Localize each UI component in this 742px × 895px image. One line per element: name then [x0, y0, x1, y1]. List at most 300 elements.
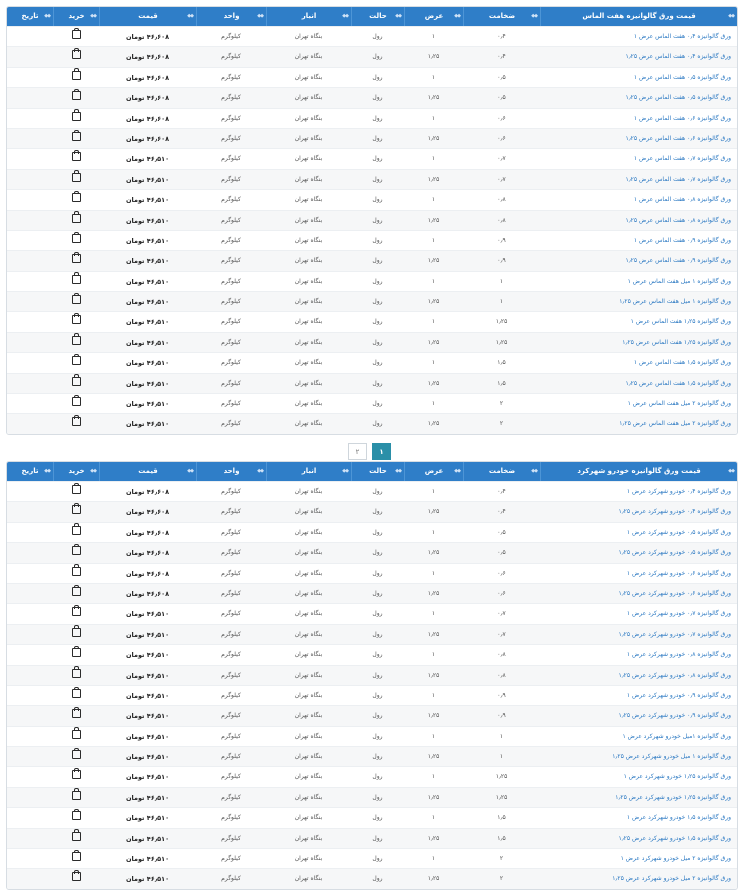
width-cell: ۱ — [431, 528, 436, 536]
price-cell: ۴۶٫۵۱۰ تومان — [125, 257, 170, 266]
product-link[interactable]: ورق گالوانیزه ۲ میل خودرو شهرکرد عرض ۱ — [620, 855, 731, 863]
product-link[interactable]: ورق گالوانیزه ۰٫۷ هفت الماس عرض ۱ — [633, 155, 731, 163]
table-body — [7, 26, 737, 434]
product-link[interactable]: ورق گالوانیزه ۰٫۹ خودرو شهرکرد عرض ۱ — [626, 691, 731, 699]
table-row — [7, 189, 737, 209]
shopping-bag-icon[interactable] — [72, 485, 81, 494]
thickness-cell: ۰٫۶ — [497, 569, 506, 577]
unit-cell: کیلوگرم — [221, 793, 241, 801]
price-cell: ۴۶٫۵۱۰ تومان — [125, 379, 170, 388]
buy-cell — [53, 849, 99, 868]
page-button-2[interactable]: ۲ — [348, 443, 367, 460]
unit-cell: کیلوگرم — [221, 155, 241, 163]
column-label: خرید — [68, 467, 85, 475]
sort-icon: ◆◆ — [187, 468, 193, 474]
state-cell: رول — [372, 114, 383, 122]
width-cell: ۱٫۲۵ — [427, 671, 440, 679]
shopping-bag-icon[interactable] — [72, 275, 81, 284]
column-label: واحد — [223, 467, 240, 475]
price-cell: ۴۶٫۶۰۸ تومان — [125, 488, 170, 496]
unit-cell: کیلوگرم — [221, 651, 241, 659]
date-cell — [7, 47, 53, 66]
table-row — [7, 726, 737, 746]
buy-cell — [53, 68, 99, 87]
thickness-cell: ۱ — [499, 753, 504, 761]
state-cell: رول — [372, 814, 383, 822]
buy-cell — [53, 604, 99, 623]
unit-cell: کیلوگرم — [221, 216, 241, 224]
date-cell — [7, 88, 53, 107]
shopping-bag-icon[interactable] — [72, 30, 81, 39]
product-link[interactable]: ورق گالوانیزه ۰٫۷ خودرو شهرکرد عرض ۱٫۲۵ — [618, 630, 731, 638]
thickness-cell: ۱٫۲۵ — [495, 338, 508, 346]
store-cell: بنگاه تهران — [294, 73, 323, 81]
state-cell: رول — [372, 318, 383, 326]
date-cell — [7, 604, 53, 623]
width-cell: ۱ — [431, 400, 436, 408]
column-label: ضخامت — [488, 467, 516, 475]
unit-cell: کیلوگرم — [221, 94, 241, 102]
buy-cell — [53, 272, 99, 291]
table-row — [7, 868, 737, 888]
sort-icon: ◆◆ — [395, 13, 401, 19]
price-cell: ۴۶٫۵۱۰ تومان — [125, 793, 170, 802]
product-link[interactable]: ورق گالوانیزه ۱ میل خودرو شهرکرد عرض ۱٫۲۵ — [612, 753, 731, 761]
sort-icon: ◆◆ — [257, 468, 263, 474]
buy-cell — [53, 523, 99, 542]
table-row — [7, 807, 737, 827]
table-row — [7, 705, 737, 725]
store-cell: بنگاه تهران — [294, 610, 323, 618]
table-title: قیمت ورق گالوانیزه خودرو شهرکرد — [577, 467, 701, 475]
width-cell: ۱ — [431, 651, 436, 659]
column-header-store[interactable] — [266, 7, 351, 26]
column-header-width[interactable] — [404, 462, 463, 481]
store-cell: بنگاه تهران — [294, 359, 323, 367]
product-link[interactable]: ورق گالوانیزه ۰٫۵ خودرو شهرکرد عرض ۱ — [626, 528, 731, 536]
shopping-bag-icon[interactable] — [72, 193, 81, 202]
column-header-unit[interactable] — [196, 462, 266, 481]
product-link[interactable]: ورق گالوانیزه ۱میل خودرو شهرکرد عرض ۱ — [622, 732, 731, 740]
shopping-bag-icon[interactable] — [72, 811, 81, 820]
column-header-buy[interactable] — [53, 7, 99, 26]
buy-cell — [53, 869, 99, 888]
thickness-cell: ۱٫۵ — [497, 359, 506, 367]
store-cell: بنگاه تهران — [294, 691, 323, 699]
product-link[interactable]: ورق گالوانیزه ۱٫۲۵ خودرو شهرکرد عرض ۱ — [623, 773, 731, 781]
price-cell: ۴۶٫۵۱۰ تومان — [125, 400, 170, 409]
shopping-bag-icon[interactable] — [72, 315, 81, 324]
price-cell: ۴۶٫۵۱۰ تومان — [125, 155, 170, 164]
pagination — [0, 443, 742, 461]
product-link[interactable]: ورق گالوانیزه ۱٫۵ خودرو شهرکرد عرض ۱ — [626, 814, 731, 822]
shopping-bag-icon[interactable] — [72, 770, 81, 779]
width-cell: ۱٫۲۵ — [427, 834, 440, 842]
buy-cell — [53, 747, 99, 766]
product-link[interactable]: ورق گالوانیزه ۰٫۵ خودرو شهرکرد عرض ۱٫۲۵ — [618, 549, 731, 557]
unit-cell: کیلوگرم — [221, 569, 241, 577]
sort-icon: ◆◆ — [90, 468, 96, 474]
product-link[interactable]: ورق گالوانیزه ۱٫۲۵ خودرو شهرکرد عرض ۱٫۲۵ — [615, 793, 731, 801]
shopping-bag-icon[interactable] — [72, 567, 81, 576]
store-cell: بنگاه تهران — [294, 855, 323, 863]
date-cell — [7, 706, 53, 725]
store-cell: بنگاه تهران — [294, 318, 323, 326]
width-cell: ۱٫۲۵ — [427, 420, 440, 428]
shopping-bag-icon[interactable] — [72, 526, 81, 535]
state-cell: رول — [372, 379, 383, 387]
thickness-cell: ۱٫۲۵ — [495, 773, 508, 781]
column-header-thickness[interactable] — [463, 7, 540, 26]
shopping-bag-icon[interactable] — [72, 791, 81, 800]
shopping-bag-icon[interactable] — [72, 91, 81, 100]
state-cell: رول — [372, 671, 383, 679]
width-cell: ۱ — [431, 732, 436, 740]
sort-icon: ◆◆ — [728, 13, 734, 19]
date-cell — [7, 394, 53, 413]
shopping-bag-icon[interactable] — [72, 648, 81, 657]
store-cell: بنگاه تهران — [294, 589, 323, 597]
store-cell: بنگاه تهران — [294, 298, 323, 306]
product-link[interactable]: ورق گالوانیزه ۰٫۵ هفت الماس عرض ۱٫۲۵ — [625, 94, 731, 102]
unit-cell: کیلوگرم — [221, 73, 241, 81]
product-link[interactable]: ورق گالوانیزه ۱ میل هفت الماس عرض ۱ — [627, 277, 731, 285]
store-cell: بنگاه تهران — [294, 400, 323, 408]
column-label: تاریخ — [21, 467, 39, 475]
date-cell — [7, 767, 53, 786]
unit-cell: کیلوگرم — [221, 630, 241, 638]
price-cell: ۴۶٫۶۰۸ تومان — [125, 114, 170, 123]
table-row — [7, 413, 737, 433]
width-cell: ۱٫۲۵ — [427, 630, 440, 638]
price-cell: ۴۶٫۶۰۸ تومان — [125, 569, 170, 578]
date-cell — [7, 272, 53, 291]
date-cell — [7, 523, 53, 542]
price-cell: ۴۶٫۶۰۸ تومان — [125, 508, 170, 517]
date-cell — [7, 869, 53, 888]
product-link[interactable]: ورق گالوانیزه ۰٫۴ خودرو شهرکرد عرض ۱٫۲۵ — [618, 508, 731, 516]
buy-cell — [53, 829, 99, 848]
date-cell — [7, 170, 53, 189]
column-label: خرید — [68, 12, 85, 20]
price-cell: ۴۶٫۵۱۰ تومان — [125, 610, 170, 619]
column-header-date[interactable] — [7, 462, 53, 481]
buy-cell — [53, 292, 99, 311]
store-cell: بنگاه تهران — [294, 508, 323, 516]
date-cell — [7, 747, 53, 766]
thickness-cell: ۰٫۹ — [497, 257, 506, 265]
shopping-bag-icon[interactable] — [72, 852, 81, 861]
store-cell: بنگاه تهران — [294, 671, 323, 679]
shopping-bag-icon[interactable] — [72, 832, 81, 841]
table-row — [7, 501, 737, 521]
column-header-width[interactable] — [404, 7, 463, 26]
shopping-bag-icon[interactable] — [72, 709, 81, 718]
unit-cell: کیلوگرم — [221, 834, 241, 842]
column-header-state[interactable] — [351, 462, 404, 481]
state-cell: رول — [372, 569, 383, 577]
state-cell: رول — [372, 420, 383, 428]
width-cell: ۱ — [431, 318, 436, 326]
product-link[interactable]: ورق گالوانیزه ۰٫۹ هفت الماس عرض ۱٫۲۵ — [625, 257, 731, 265]
width-cell: ۱٫۲۵ — [427, 134, 440, 142]
column-header-buy[interactable] — [53, 462, 99, 481]
shopping-bag-icon[interactable] — [72, 132, 81, 141]
unit-cell: کیلوگرم — [221, 712, 241, 720]
table-row — [7, 26, 737, 46]
unit-cell: کیلوگرم — [221, 236, 241, 244]
date-cell — [7, 374, 53, 393]
thickness-cell: ۱ — [499, 298, 504, 306]
shopping-bag-icon[interactable] — [72, 336, 81, 345]
product-link[interactable]: ورق گالوانیزه ۰٫۹ خودرو شهرکرد عرض ۱٫۲۵ — [618, 712, 731, 720]
shopping-bag-icon[interactable] — [72, 173, 81, 182]
thickness-cell: ۰٫۵ — [497, 549, 506, 557]
buy-cell — [53, 686, 99, 705]
unit-cell: کیلوگرم — [221, 298, 241, 306]
state-cell: رول — [372, 175, 383, 183]
buy-cell — [53, 231, 99, 250]
column-label: انبار — [301, 467, 317, 475]
shopping-bag-icon[interactable] — [72, 587, 81, 596]
date-cell — [7, 190, 53, 209]
product-link[interactable]: ورق گالوانیزه ۱ میل هفت الماس عرض ۱٫۲۵ — [619, 298, 731, 306]
store-cell: بنگاه تهران — [294, 569, 323, 577]
column-header-thickness[interactable] — [463, 462, 540, 481]
date-cell — [7, 625, 53, 644]
state-cell: رول — [372, 875, 383, 883]
date-cell — [7, 564, 53, 583]
product-link[interactable]: ورق گالوانیزه ۰٫۷ هفت الماس عرض ۱٫۲۵ — [625, 175, 731, 183]
buy-cell — [53, 666, 99, 685]
unit-cell: کیلوگرم — [221, 508, 241, 516]
shopping-bag-icon[interactable] — [72, 356, 81, 365]
column-label: قیمت — [138, 12, 158, 20]
column-header-price[interactable] — [99, 462, 196, 481]
buy-cell — [53, 109, 99, 128]
store-cell: بنگاه تهران — [294, 420, 323, 428]
product-link[interactable]: ورق گالوانیزه ۰٫۷ خودرو شهرکرد عرض ۱ — [626, 610, 731, 618]
unit-cell: کیلوگرم — [221, 420, 241, 428]
width-cell: ۱ — [431, 691, 436, 699]
buy-cell — [53, 374, 99, 393]
date-cell — [7, 333, 53, 352]
column-header-unit[interactable] — [196, 7, 266, 26]
price-cell: ۴۶٫۵۱۰ تومان — [125, 773, 170, 782]
date-cell — [7, 502, 53, 521]
product-link[interactable]: ورق گالوانیزه ۰٫۸ خودرو شهرکرد عرض ۱ — [626, 651, 731, 659]
state-cell: رول — [372, 610, 383, 618]
thickness-cell: ۰٫۵ — [497, 94, 506, 102]
store-cell: بنگاه تهران — [294, 528, 323, 536]
state-cell: رول — [372, 528, 383, 536]
buy-cell — [53, 27, 99, 46]
shopping-bag-icon[interactable] — [72, 669, 81, 678]
state-cell: رول — [372, 712, 383, 720]
product-link[interactable]: ورق گالوانیزه ۱٫۵ خودرو شهرکرد عرض ۱٫۲۵ — [618, 834, 731, 842]
thickness-cell: ۰٫۴ — [497, 33, 506, 40]
buy-cell — [53, 502, 99, 521]
width-cell: ۱ — [431, 814, 436, 822]
buy-cell — [53, 251, 99, 270]
shopping-bag-icon[interactable] — [72, 730, 81, 739]
store-cell: بنگاه تهران — [294, 814, 323, 822]
price-cell: ۴۶٫۵۱۰ تومان — [125, 277, 170, 286]
unit-cell: کیلوگرم — [221, 257, 241, 265]
shopping-bag-icon[interactable] — [72, 397, 81, 406]
thickness-cell: ۰٫۷ — [497, 155, 506, 163]
price-table-haft-almas — [6, 6, 738, 435]
shopping-bag-icon[interactable] — [72, 505, 81, 514]
shopping-bag-icon[interactable] — [72, 546, 81, 555]
date-cell — [7, 149, 53, 168]
table-row — [7, 563, 737, 583]
state-cell: رول — [372, 651, 383, 659]
product-link[interactable]: ورق گالوانیزه ۲ میل هفت الماس عرض ۱ — [627, 400, 731, 408]
shopping-bag-icon[interactable] — [72, 628, 81, 637]
product-link[interactable]: ورق گالوانیزه ۲ میل هفت الماس عرض ۱٫۲۵ — [619, 420, 731, 428]
shopping-bag-icon[interactable] — [72, 152, 81, 161]
shopping-bag-icon[interactable] — [72, 112, 81, 121]
buy-cell — [53, 47, 99, 66]
product-link[interactable]: ورق گالوانیزه ۲ میل خودرو شهرکرد عرض ۱٫۲۵ — [612, 875, 731, 883]
shopping-bag-icon[interactable] — [72, 234, 81, 243]
shopping-bag-icon[interactable] — [72, 689, 81, 698]
width-cell: ۱٫۲۵ — [427, 216, 440, 224]
product-link[interactable]: ورق گالوانیزه ۰٫۹ هفت الماس عرض ۱ — [633, 236, 731, 244]
column-label: حالت — [369, 12, 387, 20]
state-cell: رول — [372, 488, 383, 495]
column-header-date[interactable] — [7, 7, 53, 26]
state-cell: رول — [372, 589, 383, 597]
width-cell: ۱٫۲۵ — [427, 712, 440, 720]
date-cell — [7, 27, 53, 46]
store-cell: بنگاه تهران — [294, 155, 323, 163]
store-cell: بنگاه تهران — [294, 216, 323, 224]
product-link[interactable]: ورق گالوانیزه ۰٫۴ هفت الماس عرض ۱ — [633, 33, 731, 40]
shopping-bag-icon[interactable] — [72, 71, 81, 80]
product-link[interactable]: ورق گالوانیزه ۰٫۸ هفت الماس عرض ۱٫۲۵ — [625, 216, 731, 224]
column-header-product[interactable] — [540, 462, 737, 481]
product-link[interactable]: ورق گالوانیزه ۱٫۵ هفت الماس عرض ۱ — [633, 359, 731, 367]
width-cell: ۱ — [431, 33, 436, 40]
date-cell — [7, 109, 53, 128]
buy-cell — [53, 394, 99, 413]
date-cell — [7, 211, 53, 230]
product-link[interactable]: ورق گالوانیزه ۰٫۴ هفت الماس عرض ۱٫۲۵ — [625, 53, 731, 61]
product-link[interactable]: ورق گالوانیزه ۰٫۴ خودرو شهرکرد عرض ۱ — [626, 488, 731, 495]
thickness-cell: ۱٫۲۵ — [495, 793, 508, 801]
product-link[interactable]: ورق گالوانیزه ۰٫۵ هفت الماس عرض ۱ — [633, 73, 731, 81]
column-header-state[interactable] — [351, 7, 404, 26]
shopping-bag-icon[interactable] — [72, 295, 81, 304]
unit-cell: کیلوگرم — [221, 753, 241, 761]
date-cell — [7, 231, 53, 250]
store-cell: بنگاه تهران — [294, 114, 323, 122]
store-cell: بنگاه تهران — [294, 834, 323, 842]
table-row — [7, 603, 737, 623]
shopping-bag-icon[interactable] — [72, 214, 81, 223]
state-cell: رول — [372, 277, 383, 285]
product-link[interactable]: ورق گالوانیزه ۰٫۶ خودرو شهرکرد عرض ۱٫۲۵ — [618, 589, 731, 597]
price-cell: ۴۶٫۶۰۸ تومان — [125, 33, 170, 41]
table-row — [7, 108, 737, 128]
column-header-price[interactable] — [99, 7, 196, 26]
shopping-bag-icon[interactable] — [72, 872, 81, 881]
column-header-store[interactable] — [266, 462, 351, 481]
buy-cell — [53, 564, 99, 583]
table-row — [7, 766, 737, 786]
width-cell: ۱ — [431, 196, 436, 204]
table-row — [7, 522, 737, 542]
product-link[interactable]: ورق گالوانیزه ۰٫۸ هفت الماس عرض ۱ — [633, 196, 731, 204]
date-cell — [7, 543, 53, 562]
buy-cell — [53, 211, 99, 230]
table-row — [7, 332, 737, 352]
date-cell — [7, 129, 53, 148]
state-cell: رول — [372, 400, 383, 408]
state-cell: رول — [372, 359, 383, 367]
thickness-cell: ۰٫۷ — [497, 175, 506, 183]
width-cell: ۱ — [431, 610, 436, 618]
buy-cell — [53, 149, 99, 168]
state-cell: رول — [372, 549, 383, 557]
unit-cell: کیلوگرم — [221, 589, 241, 597]
buy-cell — [53, 353, 99, 372]
product-link[interactable]: ورق گالوانیزه ۰٫۸ خودرو شهرکرد عرض ۱٫۲۵ — [618, 671, 731, 679]
table-row — [7, 373, 737, 393]
product-link[interactable]: ورق گالوانیزه ۱٫۲۵ هفت الماس عرض ۱٫۲۵ — [622, 338, 731, 346]
column-header-product[interactable] — [540, 7, 737, 26]
thickness-cell: ۱٫۵ — [497, 834, 506, 842]
date-cell — [7, 251, 53, 270]
page-button-1-active[interactable]: ۱ — [372, 443, 391, 460]
shopping-bag-icon[interactable] — [72, 417, 81, 426]
state-cell: رول — [372, 855, 383, 863]
sort-icon: ◆◆ — [454, 13, 460, 19]
thickness-cell: ۱ — [499, 277, 504, 285]
shopping-bag-icon[interactable] — [72, 254, 81, 263]
width-cell: ۱ — [431, 236, 436, 244]
shopping-bag-icon[interactable] — [72, 377, 81, 386]
shopping-bag-icon[interactable] — [72, 607, 81, 616]
shopping-bag-icon[interactable] — [72, 750, 81, 759]
state-cell: رول — [372, 94, 383, 102]
product-link[interactable]: ورق گالوانیزه ۱٫۵ هفت الماس عرض ۱٫۲۵ — [625, 379, 731, 387]
width-cell: ۱٫۲۵ — [427, 338, 440, 346]
product-link[interactable]: ورق گالوانیزه ۰٫۶ هفت الماس عرض ۱ — [633, 114, 731, 122]
thickness-cell: ۱٫۵ — [497, 814, 506, 822]
state-cell: رول — [372, 298, 383, 306]
width-cell: ۱٫۲۵ — [427, 875, 440, 883]
unit-cell: کیلوگرم — [221, 610, 241, 618]
table-header — [7, 7, 737, 26]
date-cell — [7, 686, 53, 705]
unit-cell: کیلوگرم — [221, 400, 241, 408]
product-link[interactable]: ورق گالوانیزه ۰٫۶ هفت الماس عرض ۱٫۲۵ — [625, 134, 731, 142]
state-cell: رول — [372, 33, 383, 40]
thickness-cell: ۰٫۵ — [497, 73, 506, 81]
thickness-cell: ۰٫۶ — [497, 114, 506, 122]
width-cell: ۱٫۲۵ — [427, 94, 440, 102]
price-cell: ۴۶٫۵۱۰ تومان — [125, 875, 170, 884]
table-row — [7, 87, 737, 107]
shopping-bag-icon[interactable] — [72, 50, 81, 59]
product-link[interactable]: ورق گالوانیزه ۰٫۶ خودرو شهرکرد عرض ۱ — [626, 569, 731, 577]
product-link[interactable]: ورق گالوانیزه ۱٫۲۵ هفت الماس عرض ۱ — [630, 318, 731, 326]
price-cell: ۴۶٫۵۱۰ تومان — [125, 216, 170, 225]
state-cell: رول — [372, 236, 383, 244]
